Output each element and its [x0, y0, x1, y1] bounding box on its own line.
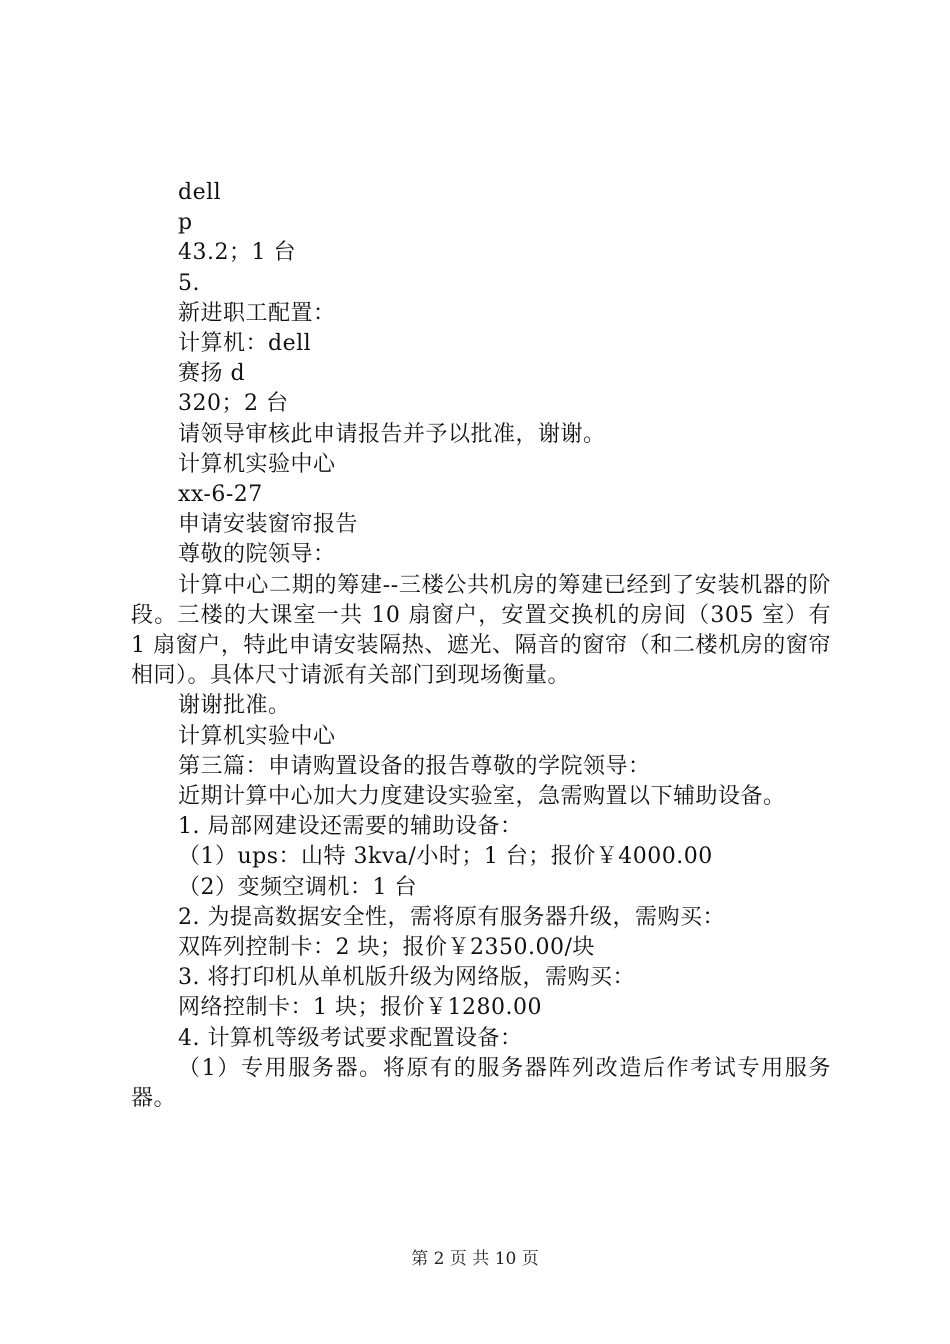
text-line: 请领导审核此申请报告并予以批准，谢谢。	[178, 421, 606, 447]
text-line: 320；2 台	[178, 391, 289, 417]
section-heading: 申请安装窗帘报告	[178, 512, 359, 538]
list-item: 3. 将打印机从单机版升级为网络版，需购买：	[178, 965, 635, 991]
text-line: 43.2；1 台	[178, 240, 296, 266]
list-item: 双阵列控制卡：2 块；报价￥2350.00/块	[178, 935, 595, 961]
text-line: 赛扬 d	[178, 361, 246, 387]
text-line: 谢谢批准。	[178, 693, 291, 719]
salutation: 尊敬的院领导：	[178, 542, 336, 568]
list-item: 2. 为提高数据安全性，需将原有服务器升级，需购买：	[178, 904, 725, 930]
paragraph: 近期计算中心加大力度建设实验室，急需购置以下辅助设备。	[178, 784, 786, 810]
section-heading: 第三篇：申请购置设备的报告尊敬的学院领导：	[178, 753, 651, 779]
list-item: （2）变频空调机：1 台	[178, 874, 417, 900]
page-number: 第 2 页 共 10 页	[411, 1249, 539, 1269]
signature-line: 计算机实验中心	[178, 723, 336, 749]
paragraph: （1）专用服务器。将原有的服务器阵列改造后作考试专用服务器。	[131, 1055, 831, 1112]
list-item: 4. 计算机等级考试要求配置设备：	[178, 1025, 523, 1051]
list-item: 网络控制卡：1 块；报价￥1280.00	[178, 995, 542, 1021]
document-body	[131, 178, 831, 1114]
list-item: 1. 局部网建设还需要的辅助设备：	[178, 814, 523, 840]
text-line: 计算机：dell	[178, 331, 312, 357]
list-item: （1）ups：山特 3kva/小时；1 台；报价￥4000.00	[178, 844, 713, 870]
date-line: xx-6-27	[178, 482, 263, 508]
text-line: dell	[178, 180, 222, 205]
text-line: 新进职工配置：	[178, 300, 336, 326]
paragraph: 计算中心二期的筹建--三楼公共机房的筹建已经到了安装机器的阶段。三楼的大课室一共 10 扇窗户，安置交换机的房间（305 室）有 1 扇窗户，特此申请安装隔热、遮光、隔音的窗帘（和二楼机房的窗帘相同）。具体尺寸请派有关部门到现场衡量。	[131, 572, 831, 689]
page-footer	[0, 1244, 950, 1269]
text-line: 5.	[178, 270, 200, 296]
signature-line: 计算机实验中心	[178, 451, 336, 477]
text-line: p	[178, 210, 193, 236]
